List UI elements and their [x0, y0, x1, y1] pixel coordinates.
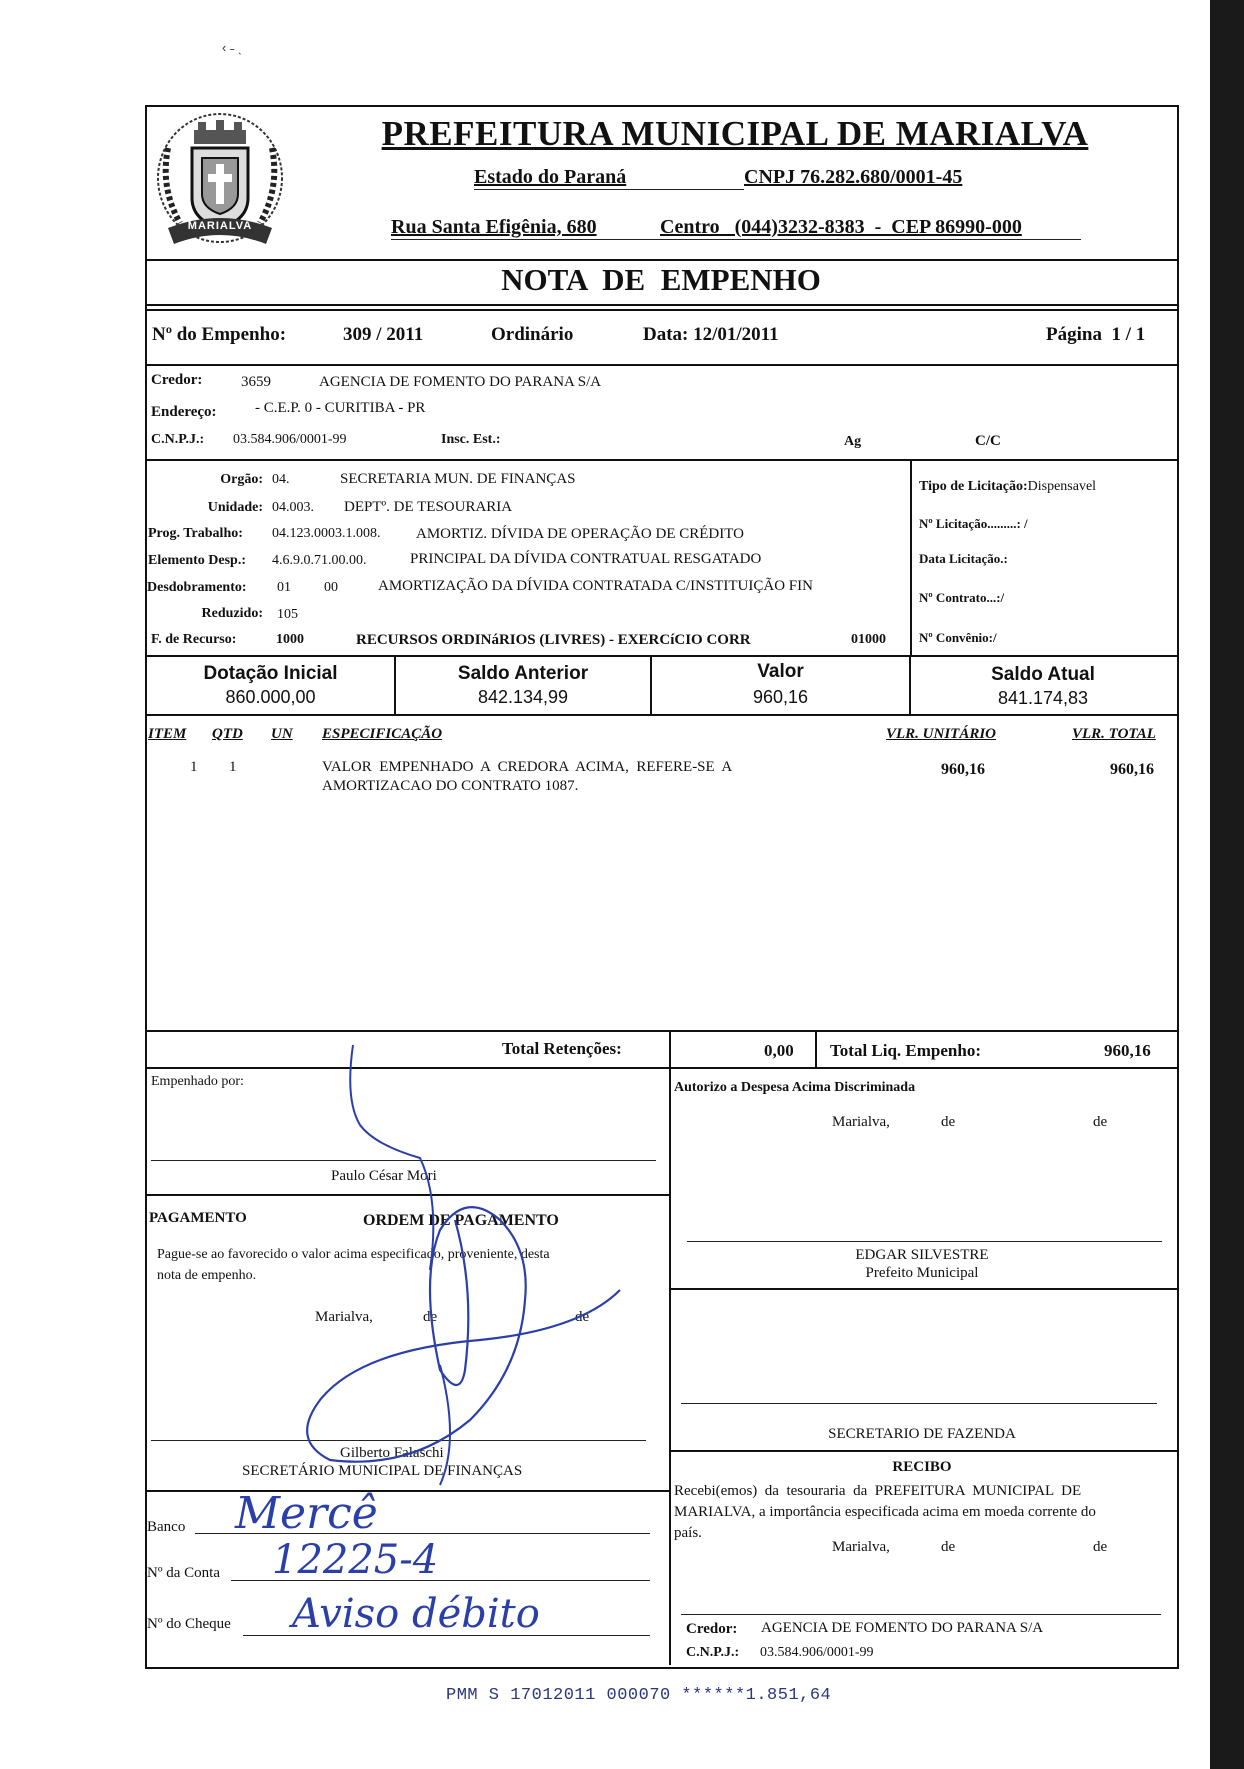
- valor-label: Valor: [757, 661, 804, 682]
- col-item: ITEM: [148, 726, 187, 742]
- saldo-atual-value: 841.174,83: [997, 688, 1089, 708]
- item-spec-line1: VALOR EMPENHADO A CREDORA ACIMA, REFERE-SE A: [322, 759, 733, 775]
- signature-scribble-icon: [300, 1040, 660, 1510]
- empenho-number-label: Nº do Empenho:: [152, 324, 287, 345]
- item-spec-line2: AMORTIZACAO DO CONTRATO 1087.: [322, 778, 579, 794]
- recibo-line2: MARIALVA, a importância especificada acima em moeda corrente do: [674, 1504, 1096, 1520]
- saldo-atual-label: Saldo Atual: [991, 664, 1095, 685]
- ag-label: Ag: [844, 434, 862, 449]
- divider: [145, 364, 1177, 366]
- divider: [815, 1030, 817, 1068]
- sec-fazenda: SECRETARIO DE FAZENDA: [828, 1426, 1016, 1442]
- desdobramento-b: 00: [324, 580, 338, 595]
- fonte-name: RECURSOS ORDINáRIOS (LIVRES) - EXERCíCIO CORR: [356, 632, 751, 648]
- header-street: Rua Santa Efigênia, 680: [391, 216, 597, 238]
- recibo-de2: de: [1093, 1539, 1108, 1555]
- recibo-credor-name: AGENCIA DE FOMENTO DO PARANA S/A: [761, 1620, 1044, 1636]
- empenho-number: 309 / 2011: [343, 324, 424, 345]
- secretario-nome: Gilberto Falaschi: [340, 1445, 444, 1461]
- page-number: Página 1 / 1: [1046, 324, 1146, 345]
- orgao-code: 04.: [272, 472, 290, 487]
- reduzido-label: Reduzido:: [201, 606, 263, 621]
- header-contact: Centro (044)3232-8383 - CEP 86990-000: [660, 216, 1022, 238]
- pague-line1: Pague-se ao favorecido o valor acima especificado, proveniente, desta: [157, 1247, 550, 1262]
- cheque-label: Nº do Cheque: [147, 1616, 231, 1632]
- divider: [145, 309, 1177, 311]
- prefeito-nome: EDGAR SILVESTRE: [855, 1247, 989, 1263]
- divider: [669, 1288, 1177, 1290]
- divider: [910, 459, 912, 656]
- divider: [145, 304, 1177, 306]
- recibo-place: Marialva,: [832, 1539, 890, 1555]
- recibo-cnpj: 03.584.906/0001-99: [760, 1645, 874, 1660]
- reduzido: 105: [277, 607, 298, 622]
- desdobramento-a: 01: [277, 580, 291, 595]
- saldo-anterior-label: Saldo Anterior: [457, 663, 589, 684]
- prog-label: Prog. Trabalho:: [148, 526, 243, 541]
- data-licitacao: Data Licitação.:: [919, 551, 1008, 566]
- insc-est-label: Insc. Est.:: [441, 432, 501, 447]
- desdobramento-label: Desdobramento:: [147, 580, 247, 595]
- divider: [145, 714, 1177, 716]
- elemento-name: PRINCIPAL DA DÍVIDA CONTRATUAL RESGATADO: [410, 551, 762, 567]
- tipo-licitacao-label: Tipo de Licitação:: [919, 479, 1028, 494]
- cheque-value: Aviso débito: [292, 1591, 540, 1637]
- footer-stamp: PMM S 17012011 000070 ******1.851,64: [446, 1686, 832, 1705]
- empenhado-nome: Paulo César Mori: [331, 1168, 437, 1184]
- prefeito-cargo: Prefeito Municipal: [865, 1265, 979, 1281]
- recibo-cnpj-label: C.N.P.J.:: [686, 1645, 740, 1660]
- num-contrato: Nº Contrato...:/: [919, 590, 1005, 605]
- ordem-de1: de: [423, 1309, 438, 1325]
- pagamento-label: PAGAMENTO: [149, 1210, 247, 1226]
- valor-value: 960,16: [752, 687, 809, 707]
- item-unit-value: 960,16: [941, 761, 985, 778]
- fonte-code: 1000: [276, 632, 304, 647]
- recibo-credor-label: Credor:: [686, 1621, 738, 1637]
- dotacao-label: Dotação Inicial: [203, 663, 338, 684]
- endereco: - C.E.P. 0 - CURITIBA - PR: [255, 400, 426, 416]
- divider: [669, 1030, 671, 1068]
- conta-label: Nº da Conta: [147, 1565, 220, 1581]
- col-qtd: QTD: [212, 726, 243, 742]
- elemento-code: 4.6.9.0.71.00.00.: [272, 553, 367, 568]
- tipo-licitacao: [919, 479, 1096, 495]
- divider: [669, 1067, 671, 1665]
- banco-label: Banco: [147, 1519, 186, 1535]
- prog-name: AMORTIZ. DÍVIDA DE OPERAÇÃO DE CRÉDITO: [416, 526, 744, 542]
- recibo-title: RECIBO: [892, 1459, 952, 1475]
- signature-line: [681, 1403, 1157, 1404]
- doc-title: NOTA DE EMPENHO: [501, 262, 821, 297]
- total-liq-value: 960,16: [1104, 1041, 1151, 1060]
- conta-value: 12225-4: [272, 1537, 439, 1583]
- endereco-label: Endereço:: [151, 404, 217, 420]
- col-especificacao: ESPECIFICAÇÃO: [322, 726, 443, 742]
- tipo-licitacao-value: Dispensavel: [1027, 479, 1097, 494]
- secretario-cargo: SECRETÁRIO MUNICIPAL DE FINANÇAS: [242, 1463, 523, 1479]
- fonte-num: 01000: [851, 632, 886, 647]
- page-title: PREFEITURA MUNICIPAL DE MARIALVA: [381, 114, 1089, 153]
- col-vlr-unitario: VLR. UNITÁRIO: [886, 726, 997, 742]
- prog-code: 04.123.0003.1.008.: [272, 526, 381, 541]
- state-underline: [474, 189, 744, 190]
- divider: [145, 259, 1177, 261]
- total-retencoes-label: Total Retenções:: [502, 1039, 622, 1058]
- orgao-name: SECRETARIA MUN. DE FINANÇAS: [340, 471, 576, 487]
- credor-label: Credor:: [151, 372, 203, 388]
- ordem-place: Marialva,: [315, 1309, 373, 1325]
- divider: [145, 459, 1177, 461]
- item-qtd: 1: [229, 759, 237, 775]
- item-total-value: 960,16: [1110, 761, 1154, 778]
- coat-of-arms-icon: [150, 108, 290, 256]
- credor-name: AGENCIA DE FOMENTO DO PARANA S/A: [319, 374, 602, 390]
- num-licitacao: Nº Licitação.........: /: [919, 516, 1028, 531]
- orgao-label: Orgão:: [220, 472, 263, 487]
- empenho-date: Data: 12/01/2011: [643, 324, 779, 345]
- recibo-line1: Recebi(emos) da tesouraria da PREFEITURA MUNICIPAL DE: [674, 1483, 1082, 1499]
- banco-value: Mercê: [235, 1488, 378, 1539]
- total-retencoes-value: 0,00: [764, 1041, 794, 1060]
- credor-cnpj: 03.584.906/0001-99: [233, 432, 347, 447]
- unidade-name: DEPTº. DE TESOURARIA: [344, 499, 513, 515]
- unidade-code: 04.003.: [272, 500, 314, 515]
- divider: [145, 1030, 1177, 1032]
- cc-label: C/C: [975, 433, 1001, 449]
- fonte-label: F. de Recurso:: [151, 632, 237, 647]
- num-convenio: Nº Convênio:/: [919, 630, 997, 645]
- coat-of-arms-label: MARIALVA: [187, 220, 253, 232]
- unidade-label: Unidade:: [207, 500, 263, 515]
- header-state: Estado do Paraná: [474, 166, 627, 188]
- scan-marks: ‹ ˗ ˎ: [222, 40, 243, 55]
- col-vlr-total: VLR. TOTAL: [1072, 726, 1156, 742]
- empenhado-por-label: Empenhado por:: [151, 1074, 244, 1089]
- pague-line2: nota de empenho.: [157, 1268, 257, 1283]
- street-underline: [391, 239, 1081, 240]
- autorizo-de2: de: [1093, 1114, 1108, 1130]
- header-cnpj: CNPJ 76.282.680/0001-45: [744, 166, 963, 188]
- autorizo-place: Marialva,: [832, 1114, 890, 1130]
- empenho-type: Ordinário: [491, 324, 574, 345]
- col-un: UN: [271, 726, 293, 742]
- saldo-anterior-value: 842.134,99: [477, 687, 569, 707]
- ordem-de2: de: [575, 1309, 590, 1325]
- item-number: 1: [190, 759, 198, 775]
- credor-cnpj-label: C.N.P.J.:: [151, 432, 205, 447]
- autorizo-label: Autorizo a Despesa Acima Discriminada: [674, 1080, 916, 1095]
- total-liq-label: Total Liq. Empenho:: [830, 1041, 981, 1060]
- scan-edge: [1210, 0, 1244, 1769]
- elemento-label: Elemento Desp.:: [148, 553, 246, 568]
- credor-code: 3659: [241, 374, 271, 390]
- recibo-line3: país.: [674, 1525, 702, 1541]
- autorizo-de1: de: [941, 1114, 956, 1130]
- ordem-pagamento-label: ORDEM DE PAGAMENTO: [363, 1212, 559, 1229]
- dotacao-value: 860.000,00: [225, 687, 316, 707]
- desdobramento-name: AMORTIZAÇÃO DA DÍVIDA CONTRATADA C/INSTITUIÇÃO FIN: [378, 578, 813, 594]
- divider: [145, 655, 1177, 657]
- divider: [669, 1450, 1177, 1452]
- signature-line: [687, 1241, 1162, 1242]
- signature-line: [681, 1614, 1161, 1615]
- recibo-de1: de: [941, 1539, 956, 1555]
